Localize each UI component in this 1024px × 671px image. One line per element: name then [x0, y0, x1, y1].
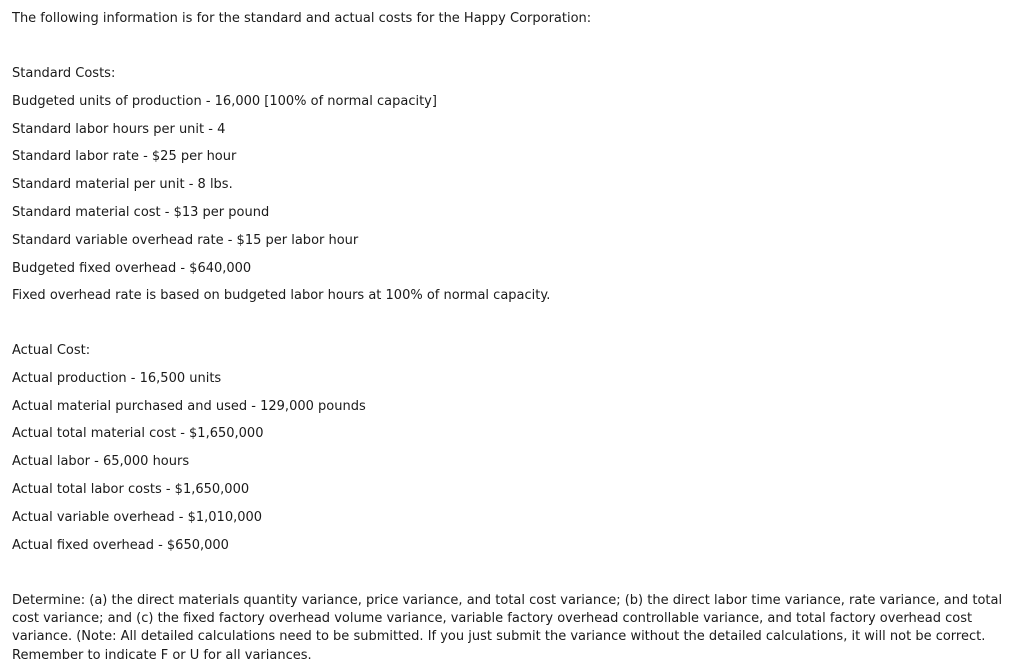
- standard-item-labor-rate: Standard labor rate - $25 per hour: [12, 149, 237, 165]
- actual-item-labor-costs: Actual total labor costs - $1,650,000: [12, 481, 250, 497]
- standard-item-material-cost: Standard material cost - $13 per pound: [12, 204, 270, 220]
- actual-item-labor-hours: Actual labor - 65,000 hours: [12, 454, 190, 470]
- actual-item-variable-overhead: Actual variable overhead - $1,010,000: [12, 509, 263, 525]
- actual-item-production: Actual production - 16,500 units: [12, 370, 222, 386]
- question-text: Determine: (a) the direct materials quantity variance, price variance, and total cost variance; (b) the direct labor time variance, rate variance, and total cost variance; and (c) the fixed factory overhead volume variance, variable factory overhead controllable variance, and total factory overhead cost variance. (Note: All detailed calculations need to be submitted. If you just submit the variance without the detailed calculations, it will not be correct. Remember to indicate F or U for all variances.: [12, 593, 1003, 663]
- standard-item-labor-hours: Standard labor hours per unit - 4: [12, 121, 226, 137]
- standard-costs-section: [12, 65, 550, 315]
- actual-item-material-cost: Actual total material cost - $1,650,000: [12, 426, 264, 442]
- standard-costs-heading: Standard Costs:: [12, 66, 116, 81]
- actual-item-material-used: Actual material purchased and used - 129,000 pounds: [12, 398, 366, 414]
- actual-item-fixed-overhead: Actual fixed overhead - $650,000: [12, 537, 229, 553]
- standard-item-fixed-overhead: Budgeted fixed overhead - $640,000: [12, 260, 252, 276]
- actual-costs-heading: Actual Cost:: [12, 343, 91, 358]
- standard-item-variable-overhead-rate: Standard variable overhead rate - $15 per labor hour: [12, 232, 359, 248]
- intro-text: The following information is for the standard and actual costs for the Happy Corporation:: [12, 11, 592, 26]
- standard-item-material-per-unit: Standard material per unit - 8 lbs.: [12, 177, 233, 193]
- standard-item-budgeted-units: Budgeted units of production - 16,000 [100% of normal capacity]: [12, 93, 437, 109]
- standard-item-fixed-overhead-basis: Fixed overhead rate is based on budgeted labor hours at 100% of normal capacity.: [12, 288, 551, 304]
- actual-costs-section: [12, 342, 366, 564]
